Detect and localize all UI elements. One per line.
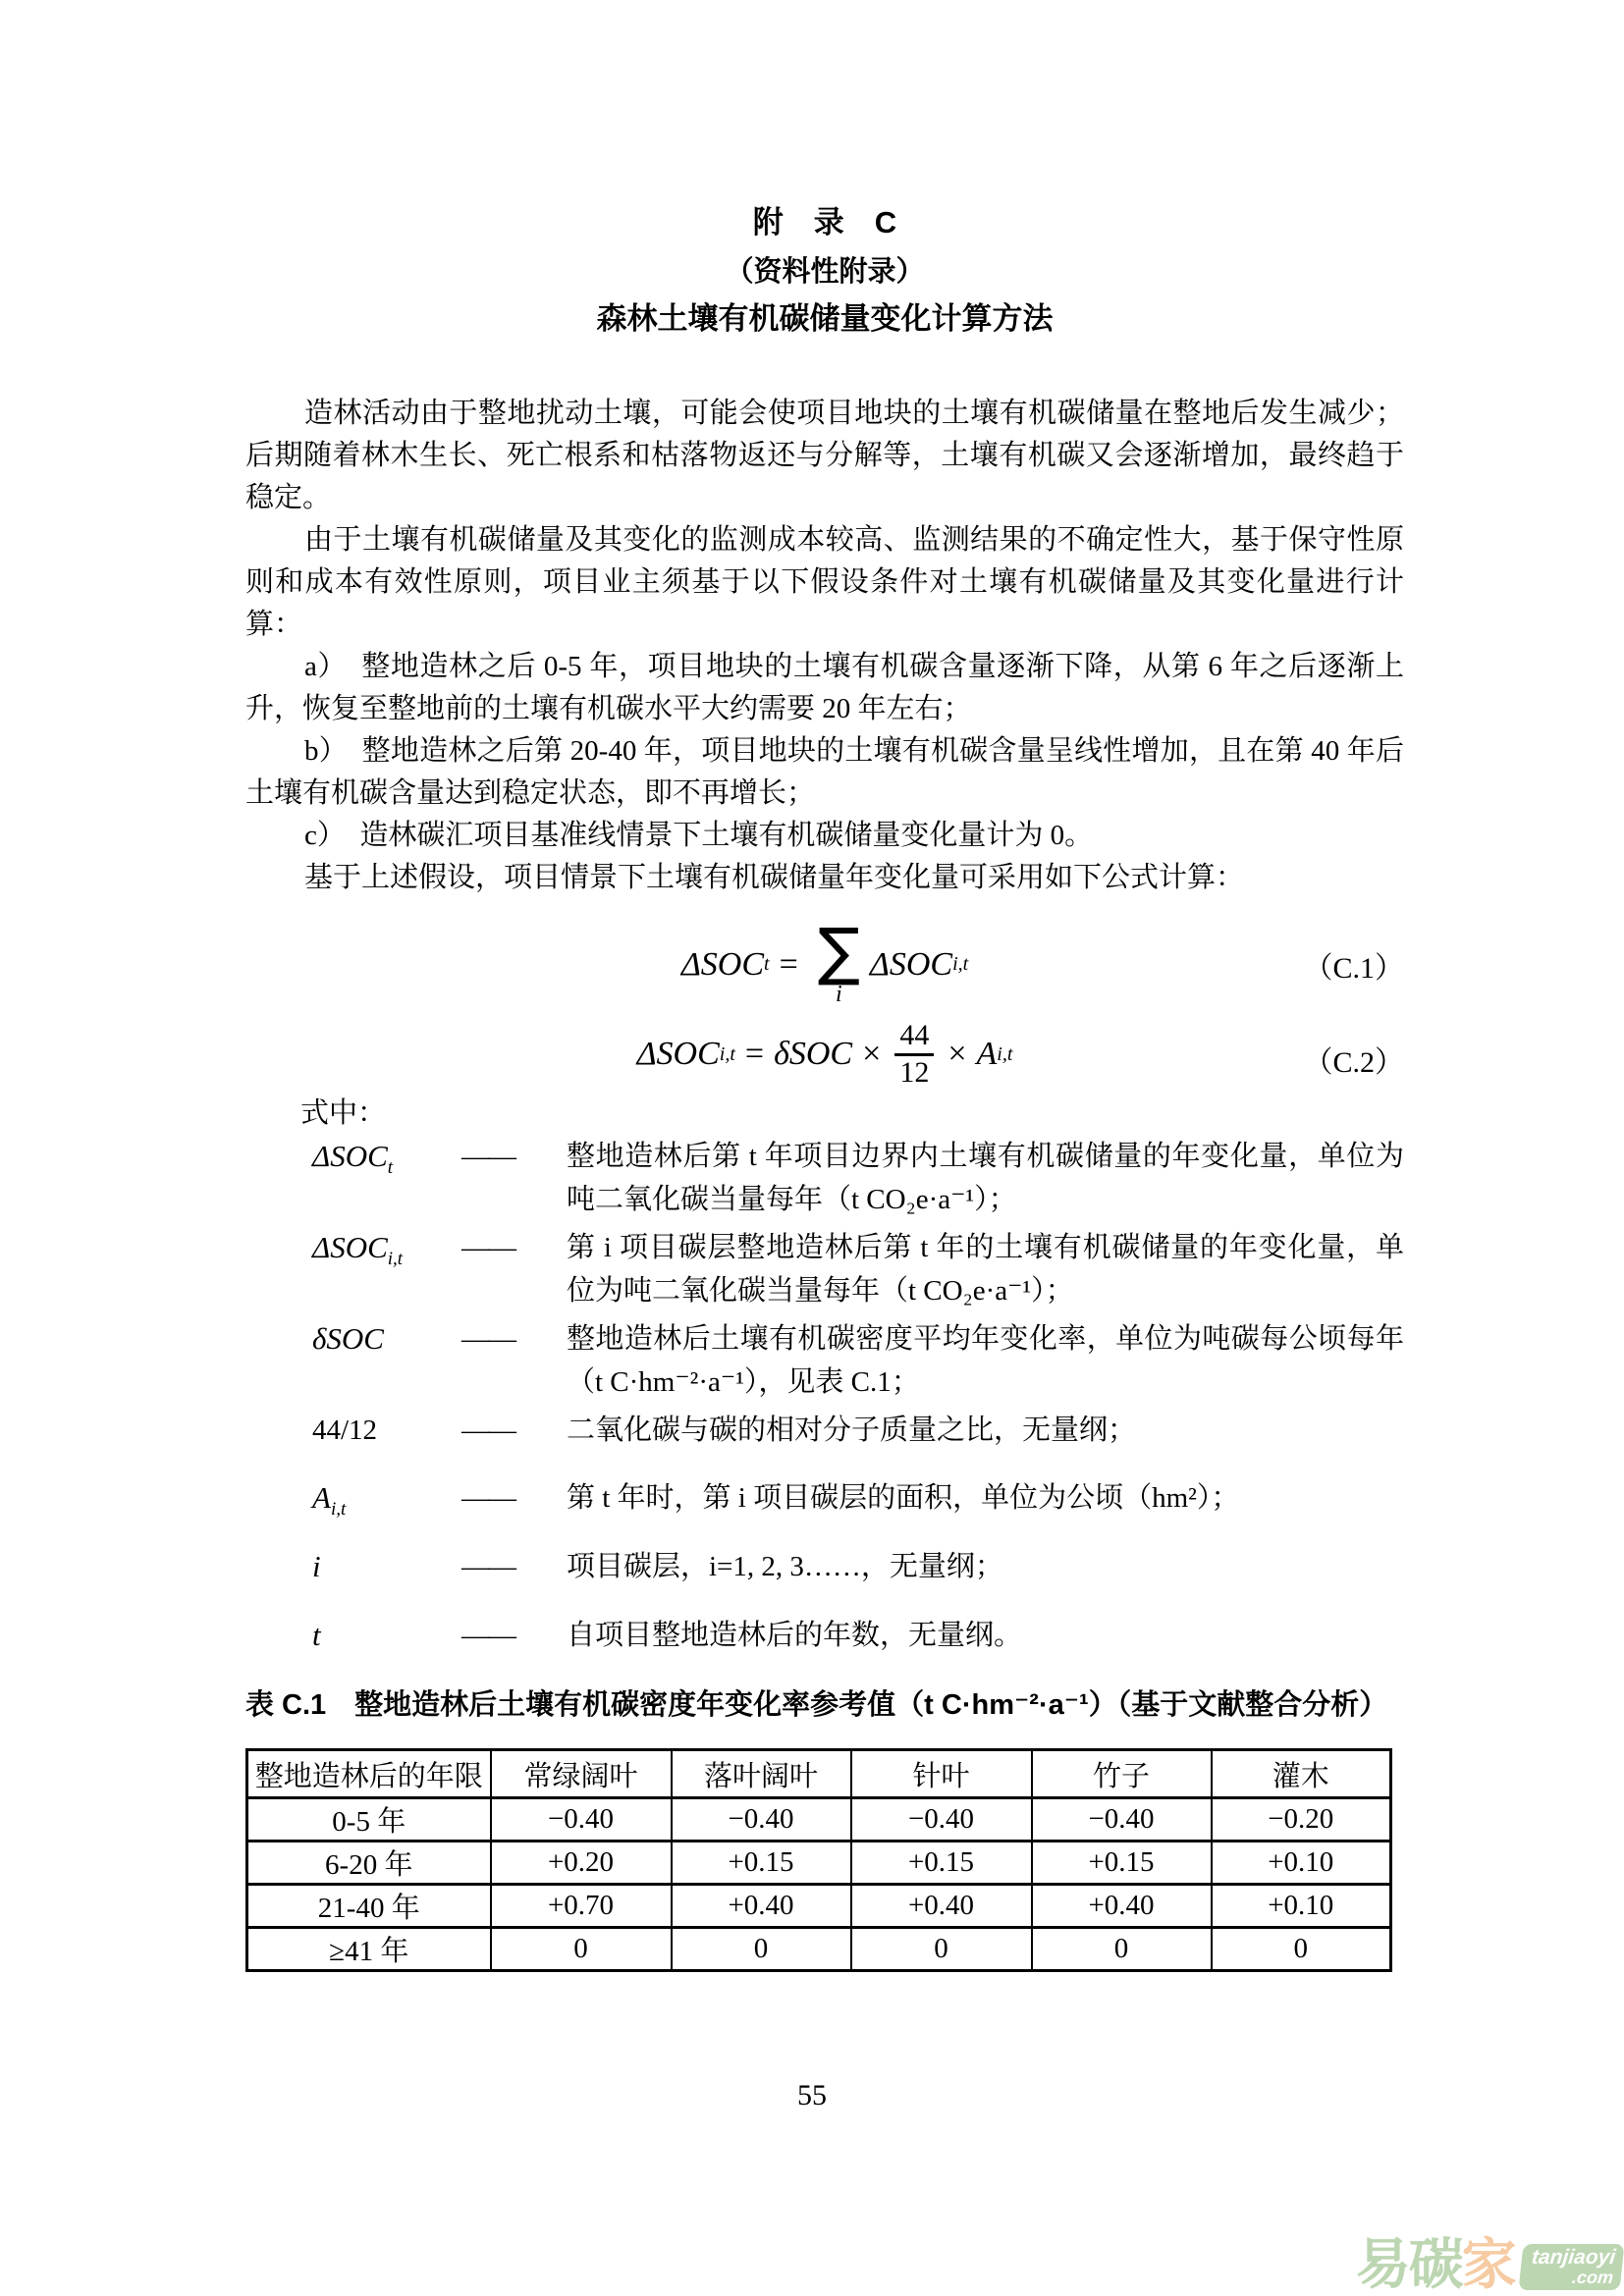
eq1-rhs: ΔSOC [869, 945, 953, 983]
symbol-base: 44/12 [312, 1415, 378, 1446]
watermark-text-orange: 家 [1461, 2233, 1517, 2295]
definition-symbol [312, 1409, 461, 1463]
definition-description: 第 i 项目碳层整地造林后第 t 年的土壤有机碳储量的年变化量，单位为吨二氧化碳当量每年（t CO₂e·a⁻¹）； [567, 1232, 1404, 1307]
definition-dash: —— [461, 1232, 514, 1263]
table-header-cell: 常绿阔叶 [491, 1750, 672, 1798]
definition-symbol [312, 1135, 461, 1221]
symbol-base: ΔSOC [312, 1139, 388, 1173]
page-number: 55 [797, 2079, 827, 2111]
row-label: 21-40 年 [247, 1885, 491, 1928]
symbol-base: δSOC [312, 1321, 384, 1356]
definition-symbol [312, 1476, 461, 1531]
definition-dash: —— [461, 1415, 514, 1446]
appendix-type-label: （资料性附录） [725, 256, 925, 288]
eq2-term2-subscript: i,t [997, 1042, 1013, 1065]
definition-dash: —— [461, 1323, 514, 1355]
table-cell: +0.15 [1032, 1842, 1212, 1885]
table-cell: +0.15 [851, 1842, 1032, 1885]
page-content [245, 0, 1404, 1972]
row-label: 6-20 年 [247, 1842, 491, 1885]
definition-row [312, 1226, 1404, 1312]
eq2-term2: A [976, 1036, 998, 1072]
fraction-denominator: 12 [899, 1055, 930, 1089]
table-header-cell: 灌木 [1212, 1750, 1391, 1798]
eq1-rhs-subscript: i,t [952, 953, 969, 975]
table-cell: 0 [1212, 1928, 1391, 1971]
symbol-base: ΔSOC [312, 1230, 388, 1264]
fraction-44-12 [894, 1019, 934, 1090]
paragraph-formula-lead: 基于上述假设，项目情景下土壤有机碳储量年变化量可采用如下公式计算： [304, 862, 1245, 893]
table-cell: +0.40 [851, 1885, 1032, 1928]
equation-c2 [245, 1016, 1404, 1093]
watermark-badge-tld: .com [1570, 2268, 1614, 2287]
definition-row [312, 1317, 1404, 1404]
table-header-cell: 针叶 [851, 1750, 1032, 1798]
definition-symbol [312, 1614, 461, 1669]
table-row [247, 1842, 1391, 1885]
list-item-b: b） 整地造林之后第 20-40 年，项目地块的土壤有机碳含量呈线性增加，且在第 40 年后土壤有机碳含量达到稳定状态，即不再增长； [245, 735, 1404, 809]
definition-dash: —— [461, 1620, 514, 1652]
table-header-cell: 落叶阔叶 [672, 1750, 851, 1798]
row-label: ≥41 年 [247, 1928, 491, 1971]
table-caption: 表 C.1 整地造林后土壤有机碳密度年变化率参考值（t C·hm⁻²·a⁻¹）（基于文献整合分析） [245, 1689, 1388, 1722]
sigma-icon: ∑ [817, 916, 860, 989]
where-label: 式中： [300, 1097, 387, 1129]
definition-dash: —— [461, 1550, 514, 1582]
table-cell: −0.40 [672, 1798, 851, 1842]
definition-description: 二氧化碳与碳的相对分子质量之比，无量纲； [567, 1415, 1137, 1446]
eq2-lhs: ΔSOC [636, 1036, 720, 1072]
definition-row [312, 1614, 1404, 1669]
table-cell: +0.20 [491, 1842, 672, 1885]
definition-description: 第 t 年时，第 i 项目碳层的面积，单位为公顷（hm²）； [567, 1481, 1240, 1514]
definition-list [245, 1135, 1404, 1669]
symbol-subscript: i,t [330, 1498, 347, 1520]
row-label: 0-5 年 [247, 1798, 491, 1842]
watermark-badge-domain: tanjiaoyi [1530, 2246, 1617, 2269]
table-cell: +0.70 [491, 1885, 672, 1928]
table-cell: −0.40 [1032, 1798, 1212, 1842]
table-cell: −0.40 [491, 1798, 672, 1842]
symbol-base: A [312, 1479, 331, 1515]
definition-description: 整地造林后土壤有机碳密度平均年变化率，单位为吨碳每公顷每年（t C·hm⁻²·a⁻¹），见表 C.1； [567, 1323, 1404, 1398]
table-cell: +0.40 [1032, 1885, 1212, 1928]
appendix-heading: 森林土壤有机碳储量变化计算方法 [596, 301, 1054, 336]
definition-row [312, 1135, 1404, 1221]
table-cell: 0 [491, 1928, 672, 1971]
eq2-equals: = [744, 1036, 765, 1072]
eq2-times-1: × [862, 1036, 882, 1072]
watermark-logo [1355, 2233, 1622, 2295]
table-cell: 0 [672, 1928, 851, 1971]
appendix-title: 附 录 C [752, 205, 897, 240]
table-header-cell: 整地造林后的年限 [247, 1750, 491, 1798]
table-cell: −0.40 [851, 1798, 1032, 1842]
equation-number-c2: （C.2） [1303, 1046, 1404, 1079]
equation-c1 [245, 913, 1404, 1016]
table-cell: 0 [1032, 1928, 1212, 1971]
table-row [247, 1885, 1391, 1928]
symbol-base: t [312, 1618, 321, 1653]
fraction-numerator: 44 [894, 1019, 934, 1056]
table-cell: +0.15 [672, 1842, 851, 1885]
table-row [247, 1798, 1391, 1842]
summation-index: i [835, 981, 842, 1007]
table-cell: +0.10 [1212, 1842, 1391, 1885]
paragraph-intro-2: 由于土壤有机碳储量及其变化的监测成本较高、监测结果的不确定性大，基于保守性原则和成本有效性原则，项目业主须基于以下假设条件对土壤有机碳储量及其变化量进行计算： [245, 524, 1404, 640]
symbol-subscript: i,t [387, 1249, 404, 1270]
table-row [247, 1928, 1391, 1971]
eq1-lhs-subscript: t [764, 953, 770, 975]
definition-symbol [312, 1226, 461, 1312]
equation-number-c1: （C.1） [1303, 952, 1404, 985]
definition-description: 自项目整地造林后的年数，无量纲。 [567, 1620, 1023, 1652]
table-header-cell: 竹子 [1032, 1750, 1212, 1798]
eq1-lhs: ΔSOC [680, 945, 764, 983]
eq2-times-2: × [947, 1036, 967, 1072]
list-item-a: a） 整地造林之后 0-5 年，项目地块的土壤有机碳含量逐渐下降，从第 6 年之后逐渐上升，恢复至整地前的土壤有机碳水平大约需要 20 年左右； [245, 651, 1404, 724]
list-item-c: c） 造林碳汇项目基准线情景下土壤有机碳储量变化量计为 0。 [304, 820, 1094, 851]
eq2-lhs-subscript: i,t [719, 1042, 735, 1065]
summation [817, 916, 860, 1007]
definition-symbol [312, 1545, 461, 1600]
table-cell: +0.10 [1212, 1885, 1391, 1928]
definition-row [312, 1545, 1404, 1600]
symbol-subscript: t [387, 1157, 394, 1179]
symbol-base: i [312, 1548, 321, 1583]
definition-description: 项目碳层，i=1, 2, 3……，无量纲； [567, 1550, 1003, 1582]
definition-description: 整地造林后第 t 年项目边界内土壤有机碳储量的年变化量，单位为吨二氧化碳当量每年（t CO₂e·a⁻¹）； [567, 1141, 1404, 1215]
table-cell: +0.40 [672, 1885, 851, 1928]
table-header-row [247, 1750, 1391, 1798]
definition-symbol [312, 1317, 461, 1404]
table-cell: 0 [851, 1928, 1032, 1971]
watermark-badge [1518, 2244, 1624, 2290]
definition-row [312, 1476, 1404, 1531]
definition-dash: —— [461, 1141, 514, 1172]
reference-table-c1 [245, 1748, 1392, 1972]
eq1-equals: = [779, 945, 798, 983]
definition-dash: —— [461, 1481, 514, 1514]
paragraph-intro-1: 造林活动由于整地扰动土壤，可能会使项目地块的土壤有机碳储量在整地后发生减少；后期随着林木生长、死亡根系和枯落物返还与分解等，土壤有机碳又会逐渐增加，最终趋于稳定。 [245, 398, 1404, 513]
eq2-term1: δSOC [774, 1036, 853, 1072]
watermark-text-green: 易碳 [1355, 2233, 1462, 2295]
table-cell: −0.20 [1212, 1798, 1391, 1842]
definition-row [312, 1409, 1404, 1463]
